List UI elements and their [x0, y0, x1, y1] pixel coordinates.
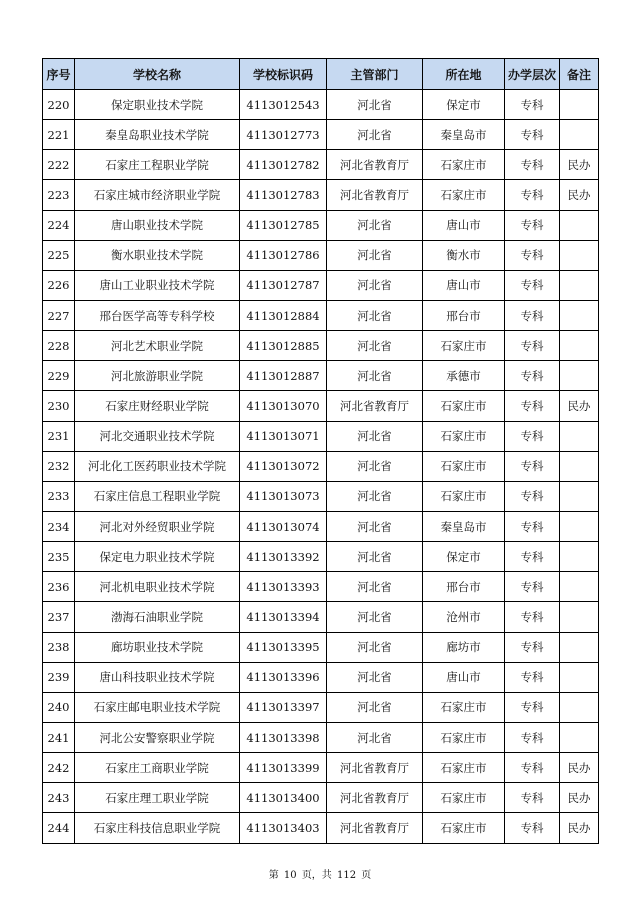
cell-level: 专科 [505, 602, 560, 632]
cell-remark [560, 90, 599, 120]
footer-page-number: 10 [283, 870, 297, 881]
cell-remark [560, 542, 599, 572]
cell-remark [560, 511, 599, 541]
cell-level: 专科 [505, 90, 560, 120]
cell-department: 河北省 [327, 722, 423, 752]
cell-school-name: 河北公安警察职业学院 [75, 722, 240, 752]
cell-school-name: 石家庄信息工程职业学院 [75, 481, 240, 511]
table-row [43, 602, 599, 632]
school-list-table [42, 58, 599, 844]
cell-no: 243 [43, 783, 75, 813]
cell-school-code: 4113013395 [240, 632, 327, 662]
cell-location: 石家庄市 [423, 692, 505, 722]
cell-remark [560, 572, 599, 602]
cell-school-code: 4113012885 [240, 331, 327, 361]
cell-school-name: 河北化工医药职业技术学院 [75, 451, 240, 481]
cell-school-name: 石家庄财经职业学院 [75, 391, 240, 421]
cell-school-code: 4113013399 [240, 753, 327, 783]
cell-department: 河北省 [327, 421, 423, 451]
cell-location: 廊坊市 [423, 632, 505, 662]
cell-school-name: 石家庄城市经济职业学院 [75, 180, 240, 210]
table-row [43, 783, 599, 813]
cell-remark [560, 692, 599, 722]
table-row [43, 150, 599, 180]
table-row [43, 361, 599, 391]
footer-total-unit: 页 [361, 870, 372, 881]
cell-school-code: 4113012786 [240, 240, 327, 270]
cell-school-code: 4113013403 [240, 813, 327, 843]
table-row [43, 421, 599, 451]
table-row [43, 692, 599, 722]
cell-school-name: 河北艺术职业学院 [75, 331, 240, 361]
cell-location: 秦皇岛市 [423, 120, 505, 150]
cell-department: 河北省 [327, 692, 423, 722]
cell-location: 石家庄市 [423, 481, 505, 511]
cell-remark [560, 481, 599, 511]
cell-level: 专科 [505, 753, 560, 783]
cell-school-name: 保定职业技术学院 [75, 90, 240, 120]
cell-location: 邢台市 [423, 572, 505, 602]
cell-level: 专科 [505, 331, 560, 361]
cell-location: 沧州市 [423, 602, 505, 632]
cell-school-code: 4113013072 [240, 451, 327, 481]
table-row [43, 90, 599, 120]
cell-school-code: 4113012787 [240, 270, 327, 300]
cell-no: 227 [43, 300, 75, 330]
cell-remark [560, 602, 599, 632]
table-row [43, 511, 599, 541]
cell-school-name: 石家庄邮电职业技术学院 [75, 692, 240, 722]
cell-department: 河北省 [327, 240, 423, 270]
cell-level: 专科 [505, 632, 560, 662]
cell-no: 234 [43, 511, 75, 541]
cell-department: 河北省教育厅 [327, 813, 423, 843]
cell-level: 专科 [505, 813, 560, 843]
cell-no: 236 [43, 572, 75, 602]
cell-department: 河北省 [327, 361, 423, 391]
cell-level: 专科 [505, 692, 560, 722]
cell-no: 222 [43, 150, 75, 180]
cell-department: 河北省 [327, 270, 423, 300]
cell-level: 专科 [505, 481, 560, 511]
cell-department: 河北省教育厅 [327, 150, 423, 180]
cell-remark [560, 210, 599, 240]
cell-remark [560, 331, 599, 361]
cell-department: 河北省 [327, 481, 423, 511]
cell-no: 244 [43, 813, 75, 843]
table-row [43, 240, 599, 270]
cell-department: 河北省 [327, 572, 423, 602]
cell-location: 承德市 [423, 361, 505, 391]
cell-level: 专科 [505, 150, 560, 180]
cell-location: 衡水市 [423, 240, 505, 270]
cell-department: 河北省 [327, 511, 423, 541]
cell-school-code: 4113012782 [240, 150, 327, 180]
cell-remark: 民办 [560, 813, 599, 843]
cell-no: 242 [43, 753, 75, 783]
cell-level: 专科 [505, 662, 560, 692]
cell-school-code: 4113013070 [240, 391, 327, 421]
cell-department: 河北省 [327, 120, 423, 150]
cell-level: 专科 [505, 300, 560, 330]
cell-no: 237 [43, 602, 75, 632]
cell-department: 河北省教育厅 [327, 783, 423, 813]
header-no: 序号 [43, 59, 75, 90]
cell-no: 228 [43, 331, 75, 361]
table-row [43, 481, 599, 511]
cell-school-name: 石家庄工商职业学院 [75, 753, 240, 783]
footer-prefix: 第 [268, 870, 279, 881]
cell-school-name: 邢台医学高等专科学校 [75, 300, 240, 330]
cell-department: 河北省教育厅 [327, 180, 423, 210]
cell-school-name: 秦皇岛职业技术学院 [75, 120, 240, 150]
cell-department: 河北省 [327, 602, 423, 632]
cell-school-code: 4113013071 [240, 421, 327, 451]
cell-school-name: 河北交通职业技术学院 [75, 421, 240, 451]
cell-location: 秦皇岛市 [423, 511, 505, 541]
cell-remark [560, 120, 599, 150]
cell-location: 石家庄市 [423, 753, 505, 783]
cell-location: 石家庄市 [423, 150, 505, 180]
cell-school-code: 4113013397 [240, 692, 327, 722]
cell-location: 石家庄市 [423, 391, 505, 421]
cell-school-code: 4113012887 [240, 361, 327, 391]
table-body [43, 90, 599, 844]
cell-no: 231 [43, 421, 75, 451]
cell-remark: 民办 [560, 150, 599, 180]
cell-level: 专科 [505, 240, 560, 270]
cell-school-name: 河北对外经贸职业学院 [75, 511, 240, 541]
table-row [43, 451, 599, 481]
cell-no: 221 [43, 120, 75, 150]
cell-no: 239 [43, 662, 75, 692]
cell-school-name: 唐山科技职业技术学院 [75, 662, 240, 692]
cell-level: 专科 [505, 391, 560, 421]
cell-school-name: 石家庄理工职业学院 [75, 783, 240, 813]
cell-school-code: 4113013398 [240, 722, 327, 752]
cell-school-name: 石家庄科技信息职业学院 [75, 813, 240, 843]
cell-school-code: 4113012783 [240, 180, 327, 210]
cell-school-name: 渤海石油职业学院 [75, 602, 240, 632]
cell-location: 保定市 [423, 90, 505, 120]
header-location: 所在地 [423, 59, 505, 90]
cell-school-code: 4113013393 [240, 572, 327, 602]
table-row [43, 300, 599, 330]
cell-school-name: 保定电力职业技术学院 [75, 542, 240, 572]
cell-school-code: 4113013074 [240, 511, 327, 541]
header-level: 办学层次 [505, 59, 560, 90]
cell-school-name: 石家庄工程职业学院 [75, 150, 240, 180]
cell-location: 石家庄市 [423, 783, 505, 813]
table-row [43, 813, 599, 843]
cell-level: 专科 [505, 722, 560, 752]
cell-school-code: 4113013073 [240, 481, 327, 511]
cell-department: 河北省教育厅 [327, 391, 423, 421]
table-row [43, 270, 599, 300]
cell-school-code: 4113013394 [240, 602, 327, 632]
table-row [43, 210, 599, 240]
cell-remark [560, 662, 599, 692]
cell-level: 专科 [505, 421, 560, 451]
cell-department: 河北省 [327, 331, 423, 361]
cell-location: 石家庄市 [423, 180, 505, 210]
cell-no: 240 [43, 692, 75, 722]
cell-school-code: 4113012785 [240, 210, 327, 240]
cell-no: 241 [43, 722, 75, 752]
cell-department: 河北省 [327, 90, 423, 120]
cell-school-code: 4113013400 [240, 783, 327, 813]
cell-no: 235 [43, 542, 75, 572]
cell-remark: 民办 [560, 753, 599, 783]
cell-no: 238 [43, 632, 75, 662]
cell-department: 河北省教育厅 [327, 753, 423, 783]
header-remark: 备注 [560, 59, 599, 90]
cell-no: 232 [43, 451, 75, 481]
table-row [43, 572, 599, 602]
table-row [43, 662, 599, 692]
table-row [43, 542, 599, 572]
cell-location: 邢台市 [423, 300, 505, 330]
cell-remark: 民办 [560, 391, 599, 421]
cell-location: 石家庄市 [423, 331, 505, 361]
cell-level: 专科 [505, 451, 560, 481]
cell-location: 石家庄市 [423, 813, 505, 843]
cell-level: 专科 [505, 120, 560, 150]
cell-location: 保定市 [423, 542, 505, 572]
cell-department: 河北省 [327, 451, 423, 481]
page-footer [0, 866, 640, 881]
cell-level: 专科 [505, 542, 560, 572]
cell-level: 专科 [505, 361, 560, 391]
table-row [43, 331, 599, 361]
cell-school-code: 4113013392 [240, 542, 327, 572]
footer-page-unit: 页，共 [301, 870, 332, 881]
cell-no: 229 [43, 361, 75, 391]
cell-no: 223 [43, 180, 75, 210]
cell-remark [560, 240, 599, 270]
cell-level: 专科 [505, 210, 560, 240]
cell-location: 唐山市 [423, 662, 505, 692]
cell-no: 225 [43, 240, 75, 270]
cell-no: 220 [43, 90, 75, 120]
table-header-row [43, 59, 599, 90]
cell-school-code: 4113012884 [240, 300, 327, 330]
cell-remark: 民办 [560, 783, 599, 813]
cell-level: 专科 [505, 572, 560, 602]
cell-remark [560, 722, 599, 752]
cell-location: 唐山市 [423, 210, 505, 240]
table-row [43, 120, 599, 150]
table-row [43, 753, 599, 783]
cell-no: 233 [43, 481, 75, 511]
header-school-name: 学校名称 [75, 59, 240, 90]
cell-no: 230 [43, 391, 75, 421]
cell-department: 河北省 [327, 542, 423, 572]
cell-location: 石家庄市 [423, 722, 505, 752]
footer-total-pages: 112 [337, 870, 357, 881]
table-row [43, 391, 599, 421]
cell-remark [560, 632, 599, 662]
header-department: 主管部门 [327, 59, 423, 90]
cell-remark [560, 361, 599, 391]
cell-department: 河北省 [327, 662, 423, 692]
cell-school-name: 唐山职业技术学院 [75, 210, 240, 240]
cell-level: 专科 [505, 270, 560, 300]
cell-no: 226 [43, 270, 75, 300]
cell-level: 专科 [505, 783, 560, 813]
cell-school-name: 衡水职业技术学院 [75, 240, 240, 270]
cell-school-code: 4113013396 [240, 662, 327, 692]
cell-location: 石家庄市 [423, 421, 505, 451]
cell-school-name: 河北机电职业技术学院 [75, 572, 240, 602]
cell-remark [560, 421, 599, 451]
cell-location: 石家庄市 [423, 451, 505, 481]
header-school-code: 学校标识码 [240, 59, 327, 90]
cell-school-code: 4113012543 [240, 90, 327, 120]
cell-no: 224 [43, 210, 75, 240]
cell-department: 河北省 [327, 632, 423, 662]
table-row [43, 722, 599, 752]
cell-department: 河北省 [327, 300, 423, 330]
cell-school-name: 廊坊职业技术学院 [75, 632, 240, 662]
cell-level: 专科 [505, 180, 560, 210]
cell-remark [560, 451, 599, 481]
cell-school-code: 4113012773 [240, 120, 327, 150]
table-row [43, 632, 599, 662]
cell-remark [560, 300, 599, 330]
cell-department: 河北省 [327, 210, 423, 240]
cell-level: 专科 [505, 511, 560, 541]
cell-school-name: 唐山工业职业技术学院 [75, 270, 240, 300]
cell-remark: 民办 [560, 180, 599, 210]
cell-remark [560, 270, 599, 300]
table-row [43, 180, 599, 210]
cell-school-name: 河北旅游职业学院 [75, 361, 240, 391]
cell-location: 唐山市 [423, 270, 505, 300]
